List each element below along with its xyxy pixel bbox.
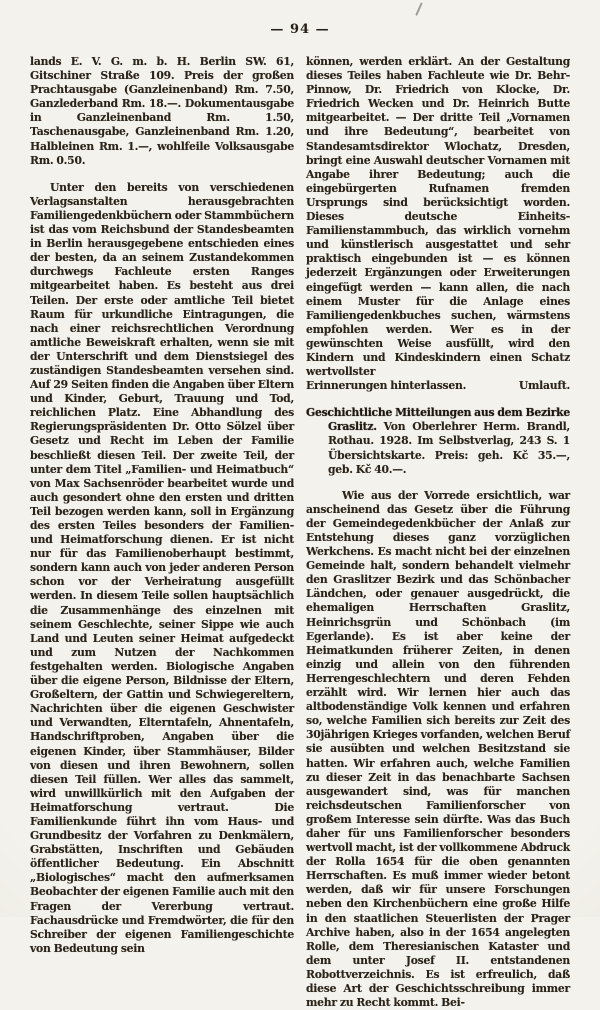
review-closing-line (306, 379, 570, 393)
right-column (306, 55, 570, 1010)
closing-text: Erinnerungen hinterlassen. (306, 379, 467, 393)
paragraph-price-list: lands E. V. G. m. b. H. Berlin SW. 61, Gitschiner Straße 109. Preis der großen Prachtausgabe (Ganzleinenband) Rm. 7.50, Ganzlederband Rm. 18.—. Dokumentausgabe in Ganzleinenband Rm. 1.50, Taschenausgabe, Ganzleinenband Rm. 1.20, Halbleinen Rm. 1.—, wohlfeile Volksausgabe Rm. 0.50. (30, 55, 294, 167)
page-number: — 94 — (270, 22, 330, 37)
reviewer-signature: Umlauft. (518, 379, 570, 393)
book-review-heading (306, 406, 570, 476)
paragraph-stammbuch-review-continuation: können, werden erklärt. An der Gestaltung dieses Teiles haben Fachleute wie Dr. Behr-Pinnow, Dr. Friedrich von Klocke, Dr. Friedrich Wecken und Dr. Heinrich Butte mitgearbeitet. — Der dritte Teil „Vornamen und ihre Bedeutung“, bearbeitet von Standesamtsdirektor Wlochatz, Dresden, bringt eine Auswahl deutscher Vornamen mit Angabe ihrer Bedeutung; auch die eingebürgerten Rufnamen fremden Ursprungs sind berücksichtigt worden. Dieses deutsche Einheits-Familienstammbuch, das wirklich vornehm und künstlerisch ausgestattet und sehr praktisch eingebunden ist — es können jederzeit Ergänzungen oder Erweiterungen eingefügt werden — kann allen, die nach einem Muster für die Anlage eines Familiengedenkbuches suchen, wärmstens empfohlen werden. Wer es in der gewünschten Weise ausfüllt, wird den Kindern und Kindeskindern einen Schatz wertvollster (306, 55, 570, 379)
scan-artifact-mark (415, 2, 422, 15)
paragraph-stammbuch-review: Unter den bereits von verschiedenen Verlagsanstalten herausgebrachten Familiengedenkbüchern oder Stammbüchern ist das vom Reichsbund der Standesbeamten in Berlin herausgegebene entschieden eines der besten, da an seinem Zustandekommen durchwegs Fachleute ersten Ranges mitgearbeitet haben. Es besteht aus drei Teilen. Der erste oder amtliche Teil bietet Raum für urkundliche Eintragungen, die nach einer reichsrechtlichen Verordnung amtliche Beweiskraft erhalten, wenn sie mit der Unterschrift und dem Dienstsiegel des zuständigen Standesbeamten versehen sind. Auf 29 Seiten finden die Angaben über Eltern und Kinder, Geburt, Trauung und Tod, reichlichen Platz. Eine Abhandlung des Regierungspräsidenten Dr. Otto Sölzel über Gesetz und Recht im Leben der Familie beschließt diesen Teil. Der zweite Teil, der unter dem Titel „Familien- und Heimatbuch“ von Max Sachsenröder bearbeitet wurde und auch gesondert ohne den ersten und dritten Teil bezogen werden kann, soll in Ergänzung des ersten Teiles besonders der Familien- und Heimatforschung dienen. Er ist nicht nur für das Familienoberhaupt bestimmt, sondern kann auch von jeder anderen Person schon vor der Verheiratung ausgefüllt werden. In diesem Teile sollen hauptsächlich die Zusammenhänge des einzelnen mit seinem Geschlechte, seiner Sippe wie auch Land und Leuten seiner Heimat aufgedeckt und zum Nutzen der Nachkommen festgehalten werden. Biologische Angaben über die eigene Person, Bildnisse der Eltern, Großeltern, der Gattin und Schwiegereltern, Nachrichten über die eigenen Geschwister und Verwandten, Elterntafeln, Ahnentafeln, Handschriftproben, Angaben über die eigenen Kinder, über Stammhäuser, Bilder von diesen und ihren Bewohnern, sollen diesen Teil füllen. Wer alles das sammelt, wird unwillkürlich mit den Aufgaben der Heimatforschung vertraut. Die Familienkunde führt ihn vom Haus- und Grundbesitz der Vorfahren zu Denkmälern, Grabstätten, Inschriften und Gebäuden öffentlicher Bedeutung. Ein Abschnitt „Biologisches“ macht den aufmerksamen Beobachter der eigenen Familie auch mit den Fragen der Vererbung vertraut. Fachausdrücke und Fremdwörter, die für den Schreiber der eigenen Familiengeschichte von Bedeutung sein (30, 180, 294, 955)
paragraph-graslitz-review: Wie aus der Vorrede ersichtlich, war anscheinend das Gesetz über die Führung der Gemeindegedenkbücher der Anlaß zur Entstehung dieses ganz vorzüglichen Werkchens. Es macht nicht bei der einzelnen Gemeinde halt, sondern behandelt vielmehr den Graslitzer Bezirk und das Schönbacher Ländchen, oder genauer ausgedrückt, die ehemaligen Herrschaften Graslitz, Heinrichsgrün und Schönbach (im Egerlande). Es ist aber keine der Heimatkunden früherer Zeiten, in denen einzig und allein von den führenden Herrengeschlechtern und deren Fehden erzählt wird. Wir lernen hier auch das altbodenständige Volk kennen und erfahren so, welche Familien sich bereits zur Zeit des 30jährigen Krieges vorfanden, welchen Beruf sie ausübten und welchen Besitzstand sie hatten. Wir erfahren auch, welche Familien zu dieser Zeit in das benachbarte Sachsen ausgewandert sind, was für manchen reichsdeutschen Familienforscher von großem Interesse sein dürfte. Was das Buch daher für uns Familienforscher besonders wertvoll macht, ist der vollkommene Abdruck der Rolla 1654 für die oben genannten Herrschaften. Es muß immer wieder betont werden, daß wir für unsere Forschungen neben den Kirchenbüchern eine große Hilfe in den staatlichen Steuerlisten der Prager Archive haben, also in der 1654 angelegten Rolle, dem Theresianischen Kataster und dem unter Josef II. entstandenen Robottverzeichnis. Es ist erfreulich, daß diese Art der Geschichtsschreibung immer mehr zu Recht kommt. Bei- (306, 488, 570, 1010)
heading-title-bold-word: Graslitz. (328, 420, 377, 434)
heading-bibliographic-info: Von Oberlehrer Herm. Brandl, Rothau. 1928. Im Selbstverlag, 243 S. 1 Übersichtskarte. Preis: geh. Kč 35.—, geb. Kč 40.—. (328, 420, 570, 476)
heading-title-line: Geschichtliche Mitteilungen aus dem Bezirke (306, 406, 570, 420)
text-columns (30, 55, 570, 1010)
left-column (30, 55, 294, 1010)
